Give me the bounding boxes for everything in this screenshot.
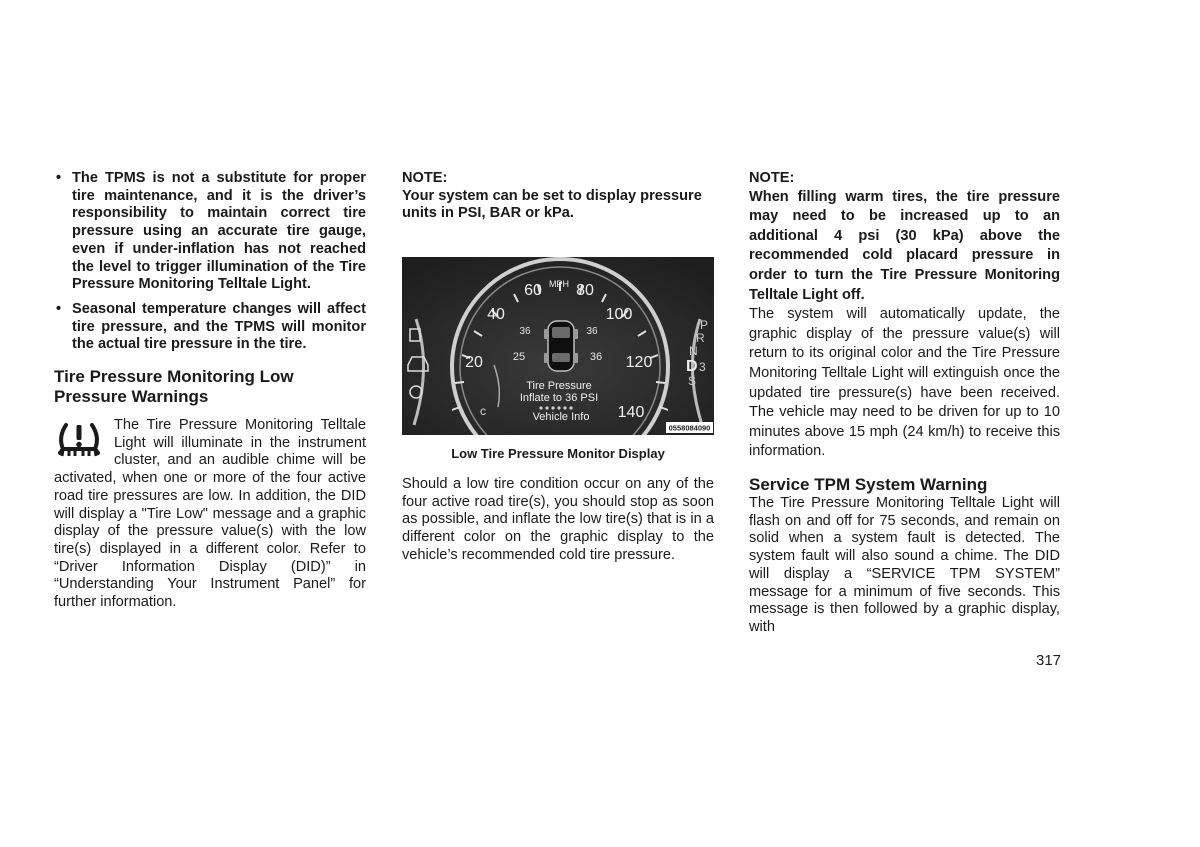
note-heading-2: NOTE: [749,170,795,186]
gear-n: N [689,344,698,359]
left-column [54,170,366,612]
service-body: The Tire Pressure Monitoring Telltale Light will flash on and off for 75 seconds, and remain on solid when a system fault is detected. The system fault will also sound a chime. The DID will display a “SERVICE TPM SYSTEM” message for a minimum of five seconds. This message is then followed by a graphic display, with [749,495,1060,635]
gauge-c-mark: c [480,404,486,419]
figure-caption: Low Tire Pressure Monitor Display [451,446,665,462]
gear-3: 3 [699,360,706,375]
right-column [749,170,1060,637]
cluster-graphic [402,257,714,435]
speed-label-140: 140 [617,404,645,422]
update-body: The system will automatically update, the graphic display of the pressure value(s) will return to its original color and the Tire Pressure Monitoring Telltale Light will extinguish once the updated tire pressure(s) have been received. The vehicle may need to be driven for up to 10 minutes above 15 mph (24 km/h) to receive this information. [749,306,1060,460]
gear-d: D [686,358,698,376]
middle-column [402,170,714,564]
speed-label-40: 40 [487,306,505,324]
telltale-body: The Tire Pressure Monitoring Telltale Light will illuminate in the instrument cluster, and an audible chime will be activated, when one or more of the four active road tire pressures are low. In addition, the DID will display a "Tire Low" message and a graphic display of the pressure value(s) with the low tire(s) displayed in a different color. Refer to “Driver Information Display (DID)” in “Understanding Your Instrument Panel” for further information. [54,417,366,611]
section-heading-low-pressure: Tire Pressure Monitoring Low Pressure Warnings [54,367,294,407]
speed-label-80: 80 [576,282,594,300]
note-text-2: When filling warm tires, the tire pressure may need to be increased up to an additional 4 psi (30 kPa) above the recommended cold placard pressure in order to turn the Tire Pressure Monitoring Telltale Light off. [749,188,1060,303]
speed-unit: MPH [549,279,569,290]
gear-r: R [696,331,705,346]
tire-value-front-right: 36 [586,326,598,338]
tire-value-front-left: 36 [519,326,531,338]
vehicle-top-view [544,321,578,371]
note-heading: NOTE: [402,170,448,186]
bullet-list [54,170,366,354]
tire-pressure-warning-icon [54,419,104,459]
gear-p: P [700,318,709,333]
tire-value-rear-left: 25 [512,351,526,364]
gear-s: S [688,374,697,389]
instrument-cluster-figure [402,257,714,435]
speed-label-60: 60 [524,282,542,300]
section-heading-service-tpm: Service TPM System Warning [749,475,988,495]
figure-code: 0558084090 [668,423,711,433]
middle-body: Should a low tire condition occur on any of the four active road tire(s), you should stop as soon as possible, and inflate the low tire(s) that is in a different color on the graphic display to the vehicle’s recommended cold tire pressure. [402,475,714,563]
message-line-3: Vehicle Info [532,411,590,424]
page-number: 317 [1036,652,1062,669]
telltale-paragraph [54,417,366,612]
speed-label-20: 20 [465,354,483,372]
speed-label-120: 120 [625,354,653,372]
bullet-item: • The TPMS is not a substitute for proper tire maintenance, and it is the driver’s responsibility to maintain correct tire pressure using an accurate tire gauge, even if under-inflation has not reached the level to trigger illumination of the Tire Pressure Monitoring Telltale Light. [56,170,366,293]
message-line-2: Inflate to 36 PSI [519,392,599,405]
note-text: Your system can be set to display pressure units in PSI, BAR or kPa. [402,187,702,222]
message-line-1: Tire Pressure [526,380,592,393]
bullet-item: • Seasonal temperature changes will affect tire pressure, and the TPMS will monitor the actual tire pressure in the tire. [56,300,366,353]
speed-label-100: 100 [605,306,633,324]
tire-value-rear-right: 36 [589,351,603,364]
